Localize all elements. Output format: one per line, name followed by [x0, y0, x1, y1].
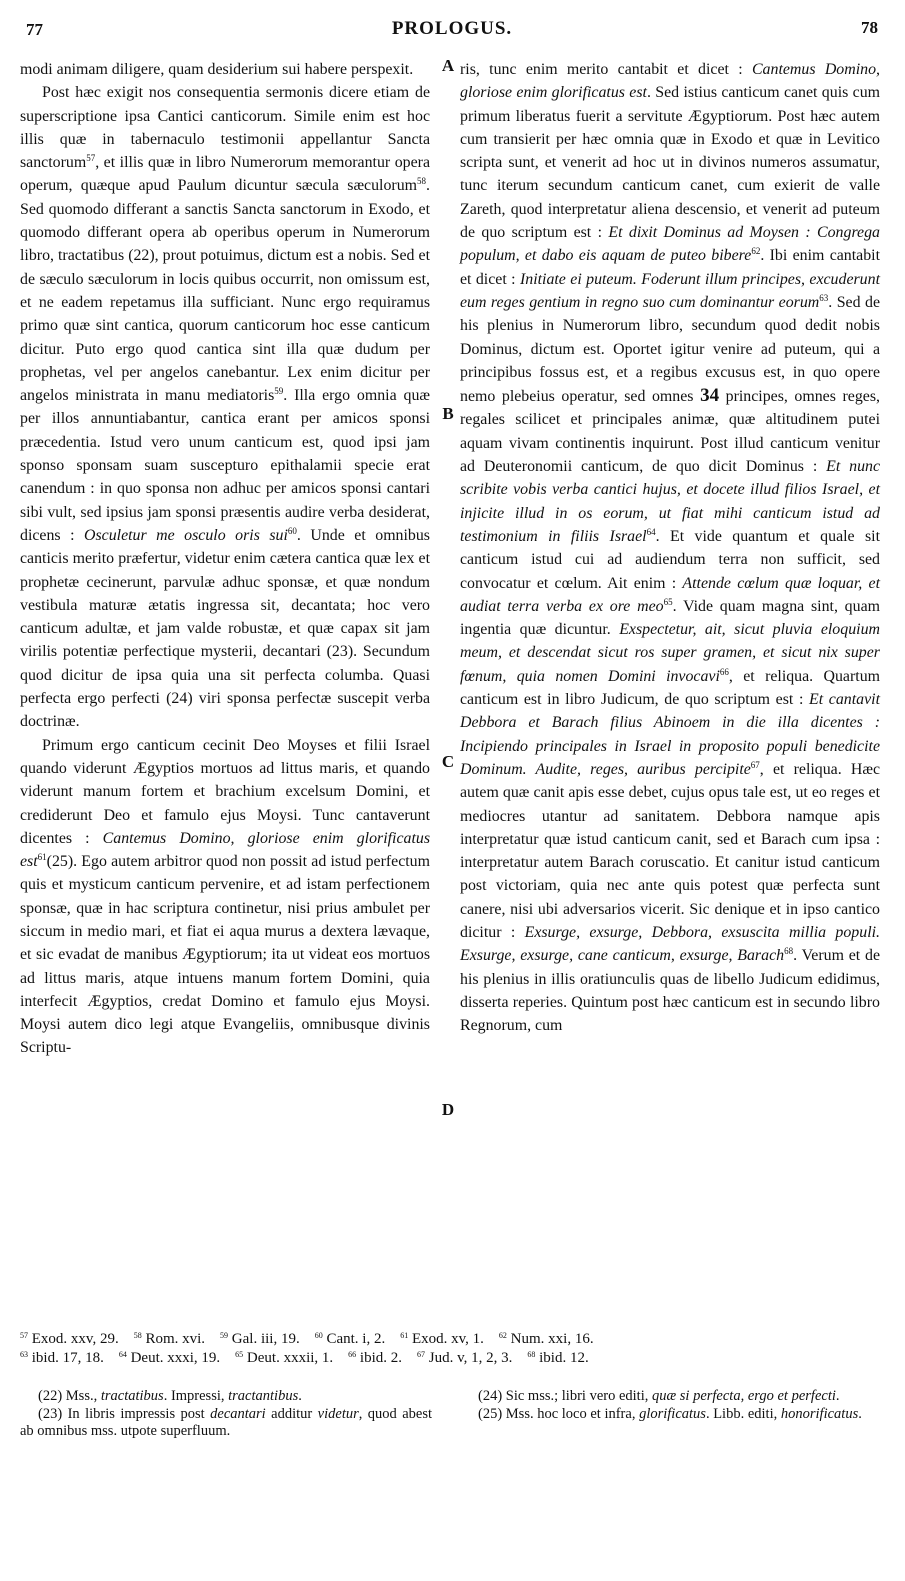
section-marker-a: A [441, 56, 455, 75]
paragraph: ris, tunc enim merito cantabit et dicet : Cantemus Domino, gloriose enim glorificatus est. Sed istius canticum canet quis cum primum liberatus fuerit a servitute Ægyptiorum. Post hæc autem cum transierit per hæc omnia quæ in Exodo et quæ in Levitico scripta sunt, et venerit ad hoc ut in divinos numeros assumatur, tunc iterum secundum canticum canet, cum exierit de valle Zareth, quod interpretatur aliena descensio, et venerit ad puteum de quo scriptum est : Et dixit Dominus ad Moysen : Congrega populum, et dabo eis aquam de puteo bibere$^{62}$. Ibi enim cantabit et dicet : Initiate ei puteum. Foderunt illum principes, excuderunt eum reges gentium in regno suo cum dominantur eorum$^{63}$. Sed de his plenius in Numerorum libro, secundum quod dedit nobis Dominus, dictum est. Oportet igitur venire ad puteum, qui a principibus fossus est, et a regibus excusus est, in quo opere nemo plebeius operatur, sed omnes 34 principes, omnes reges, regales scilicet et principales animæ, quæ altitudinem putei aquam vivam continentis inquirunt. Post illud canticum venitur ad Deuteronomii canticum, de quo dicit Dominus : Et nunc scribite vobis verba cantici hujus, et docete illud filios Israel, et injicite illud in os eorum, ut fiat mihi canticum istud ad testimonium in filiis Israel$^{64}$. Et vide quantum et quale sit canticum istud cui ad audiendum terra non sufficit, sed convocatur et cœlum. Ait enim : Attende cœlum quæ loquar, et audiat terra verba ex ore meo$^{65}$. Vide quam magna sint, quam ingentia quæ dicuntur. Exspectetur, ait, sicut pluvia eloquium meum, et descendat sicut ros super gramen, et sicut nix super fœnum, quia nomen Domini invocavi$^{66}$, et reliqua. Quartum canticum est in libro Judicum, de quo scriptum est : Et cantavit Debbora et Barach filius Abinoem in die illa dicentes : Incipiendo principales in Israel in proposito populi benedicite Dominum. Audite, reges, auribus percipite$^{67}$, et reliqua. Hæc autem quæ canit apis esse debet, cujus opus tale est, ut eo reges et mediocres utantur ad sanitatem. Debbora namque apis interpretatur quæ istud canticum canit, sed et Barach cum ipsa : interpretatur autem Barach coruscatio. Et canitur istud canticum post victoriam, quia nec ante quis potest quæ perfecta sunt canere, nisi ubi adversarios vicerit. Sic denique et in ipso cantico dicitur : Exsurge, exsurge, Debbora, exsuscita millia populi. Exsurge, exsurge, cane canticum, exsurge, Barach$^{68}$. Verum et de his plenius in illis oratiunculis quas de libello Judicum edidimus, disserta reperies. Quintum post hæc canticum est in secundo libro Regnorum, cum [460, 61, 881, 1035]
critical-notes-right [460, 1388, 880, 1423]
footnote: $^{60}$ Cant. i, 2. [314, 1331, 386, 1347]
page-number-right: 78 [861, 18, 878, 37]
footnote: $^{68}$ ibid. 12. [527, 1350, 589, 1366]
quotation: Exspectetur, ait, sicut pluvia eloquium meum, et descendat sicut ros super gramen, et sicut nix super fœnum, quia nomen Domini invocavi [460, 621, 880, 685]
quotation: Exsurge, exsurge, Debbora, exsuscita millia populi. Exsurge, exsurge, cane canticum, exsurge, Barach [460, 923, 880, 965]
quotation: Et dixit Dominus ad Moysen : Congrega populum, et dabo eis aquam de puteo bibere [460, 224, 880, 265]
footnote-ref: 57 [86, 153, 96, 164]
footnote-ref: 59 [274, 386, 284, 397]
footnote: $^{66}$ ibid. 2. [348, 1350, 403, 1366]
footnote-ref: 67 [750, 759, 760, 770]
critical-note: (25) Mss. hoc loco et infra, glorificatus. Libb. editi, honorificatus. [478, 1405, 862, 1422]
footnote: $^{63}$ ibid. 17, 18. [20, 1350, 104, 1366]
footnote-ref: 62 [751, 246, 761, 257]
critical-notes-left [20, 1388, 432, 1441]
paragraph: Post hæc exigit nos consequentia sermonis dicere etiam de superscriptione ipsa Cantici canticorum. Simile enim est hoc illis quæ in tabernaculo testimonii appellantur Sancta sanctorum$^{57}$, et illis quæ in libro Numerorum memorantur opera operum, quæque apud Paulum dicuntur sæcula sæculorum$^{58}$. Sed quomodo differant a sanctis Sancta sanctorum in Exodo, et quomodo differant opera ab operibus operum in Numerorum libro, tractatibus (22), prout potuimus, dictum est a nobis. Sed et de sæculo sæculorum in locis quibus occurrit, non omissum est, et ne eadem repetamus illa sufficiant. Nunc ergo requiramus primo quæ sint cantica, quorum canticorum hoc esse canticum dicitur. Puto ergo quod cantica sint illa quæ dudum per prophetas, vel per angelos canebantur. Lex enim dicitur per angelos ministrata in manu mediatoris$^{59}$. Illa ergo omnia quæ per illos annuntiabantur, cantica erant per amicos sponsi præcedentia. Istud vero unum canticum est, quod ipsi jam sponso sponsam suam suscepturo epithalamii specie erat canendum : in quo sponsa non adhuc per amicos sponsi cantari sibi vult, sed ipsius jam sponsi præsentis audire verba desiderat, dicens : Osculetur me osculo oris sui$^{60}$. Unde et omnibus canticis merito præfertur, videtur enim cætera cantica quæ lex et prophetæ cecinerunt, parvulæ adhuc sponsæ, et quæ nondum vestibula maturæ ætatis ingressa sit, decantata; hoc vero canticum adultæ, et jam valde robustæ, et quæ capax sit jam virilis potentiæ perfectique mysterii, decantari (23). Secundum quod dicitur de ipsa quia una sit perfecta columba. Quasi perfecta ergo perfecti (24) viri sponsa perfectæ suscepit verba doctrinæ. [20, 84, 430, 731]
critical-note: (23) In libris impressis post decantari additur videtur, quod abest ab omnibus mss. utpote superfluum. [20, 1405, 433, 1439]
section-marker-d: D [441, 1100, 455, 1119]
quotation: Attende cœlum quæ loquar, et audiat terra verba ex ore meo [460, 574, 880, 615]
footnote-row [20, 1349, 880, 1368]
footnotes [20, 1330, 880, 1368]
right-column [460, 58, 880, 1037]
page-header [26, 14, 878, 44]
footnote: $^{64}$ Deut. xxxi, 19. [118, 1350, 221, 1366]
footnote-ref: 58 [417, 176, 427, 187]
footnote-ref: 68 [784, 946, 794, 957]
quotation: Cantemus Domino, gloriose enim glorificatus est [20, 829, 431, 871]
quotation: Osculetur me osculo oris sui [84, 526, 288, 544]
footnote-ref: 66 [719, 666, 729, 677]
footnote-ref: 64 [646, 526, 656, 537]
left-column [20, 58, 430, 1060]
footnote-ref: 60 [287, 525, 297, 536]
section-marker-c: C [441, 752, 455, 771]
footnote: $^{62}$ Num. xxi, 16. [498, 1331, 594, 1347]
paragraph: modi animam diligere, quam desiderium sui habere perspexit. [20, 61, 414, 78]
quotation: Et nunc scribite vobis verba cantici hujus, et docete illud filios Israel, et injicite illud in os eorum, ut fiat mihi canticum istud ad testimonium in filiis Israel [460, 458, 881, 545]
signature-number: 34 [700, 385, 720, 407]
footnote-ref: 61 [37, 852, 47, 863]
footnote: $^{61}$ Exod. xv, 1. [400, 1331, 484, 1347]
footnote: $^{67}$ Jud. v, 1, 2, 3. [417, 1350, 513, 1366]
footnote-ref: 65 [663, 596, 673, 607]
running-title: PROLOGUS. [391, 18, 513, 39]
section-marker-b: B [442, 404, 454, 423]
paragraph: Primum ergo canticum cecinit Deo Moyses et filii Israel quando viderunt Ægyptios mortuos ad littus maris, et quando viderunt manum fortem et brachium excelsum Domini, et crediderunt Deo et famulo ejus Moysi. Tunc cantaverunt dicentes : Cantemus Domino, gloriose enim glorificatus est$^{61}$(25). Ego autem arbitror quod non possit ad istud perfectum quis et mysticum canticum pervenire, et ad istam perfectionem sponsæ, quæ in hac scriptura continetur, nisi prius ambulet per siccum in medio mari, et fiat ei aqua murus a dextera lævaque, et sic evadat de manibus Ægyptiorum; ita ut videat eos mortuos ad littus maris, atque intuens manum fortem Domini, quia interfecit Ægyptios, credat Domino et famulo ejus Moysi. Moysi autem dico legi atque Evangeliis, omnibusque divinis Scriptu- [20, 736, 431, 1057]
footnote: $^{58}$ Rom. xvi. [133, 1331, 206, 1347]
footnote-row [20, 1330, 880, 1349]
page-number-left: 77 [26, 20, 43, 39]
footnote: $^{65}$ Deut. xxxii, 1. [235, 1350, 334, 1366]
footnote: $^{57}$ Exod. xxv, 29. [20, 1331, 119, 1347]
critical-note: (22) Mss., tractatibus. Impressi, tractantibus. [38, 1388, 302, 1404]
critical-note: (24) Sic mss.; libri vero editi, quæ si perfecta, ergo et perfecti. [478, 1388, 840, 1404]
quotation: Cantemus Domino, gloriose enim glorificatus est [460, 61, 880, 102]
quotation: Et cantavit Debbora et Barach filius Abinoem in die illa dicentes : Incipiendo principales in Israel in proposito populi benedicite Dominum. Audite, reges, auribus percipite [460, 691, 880, 778]
footnote-ref: 63 [819, 292, 829, 303]
quotation: Initiate ei puteum. Foderunt illum principes, excuderunt eum reges gentium in regno suo cum dominantur eorum [460, 270, 880, 311]
footnote: $^{59}$ Gal. iii, 19. [220, 1331, 300, 1347]
